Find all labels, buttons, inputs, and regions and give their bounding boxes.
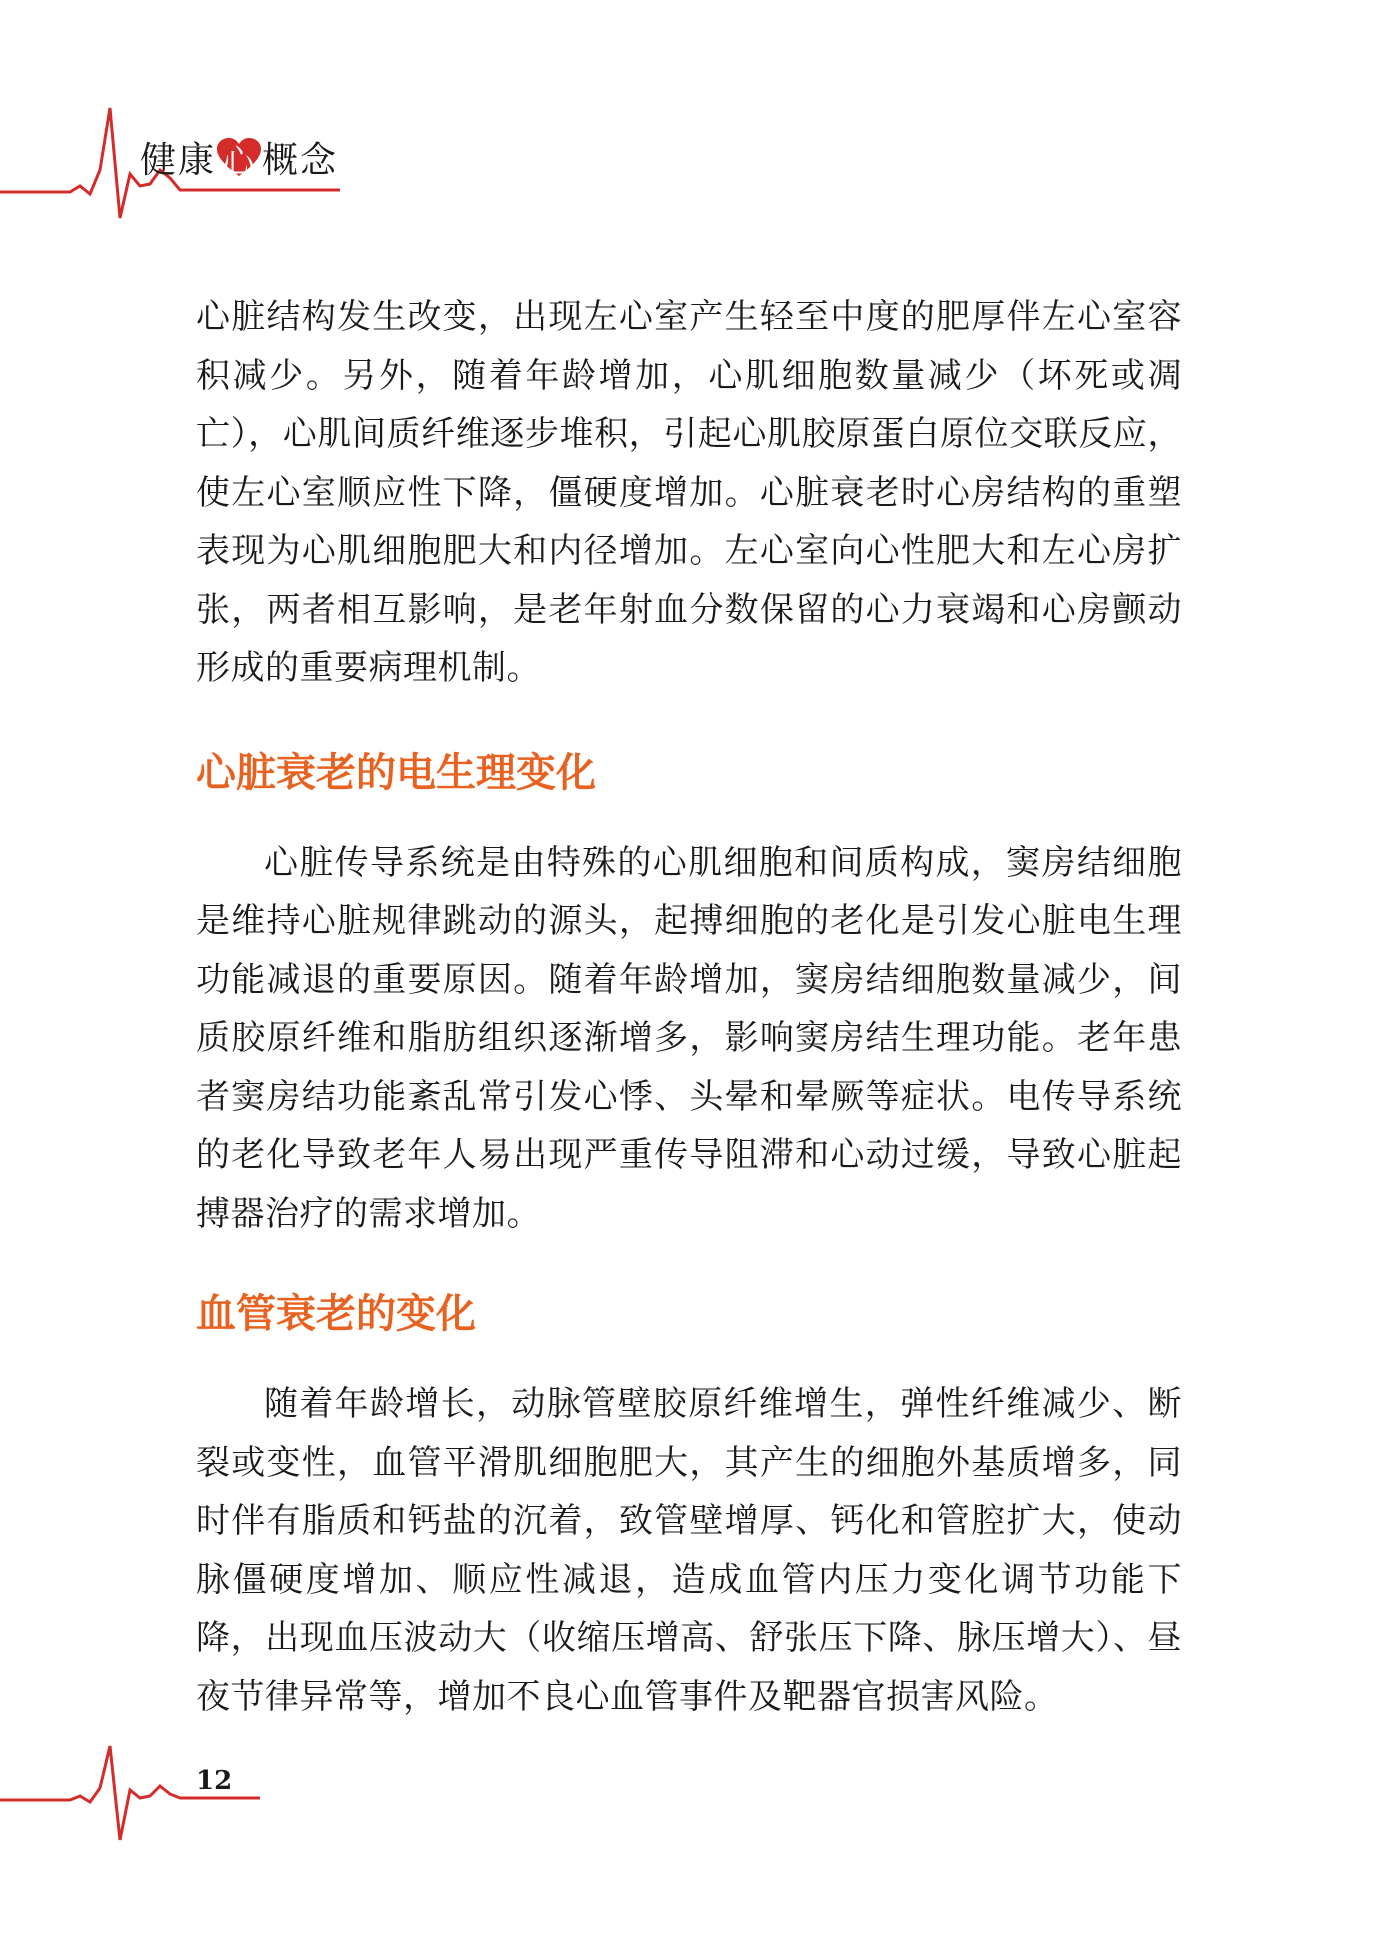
paragraph-continued: 心脏结构发生改变，出现左心室产生轻至中度的肥厚伴左心室容积减少。另外，随着年龄增加，心肌细胞数量减少（坏死或凋亡），心肌间质纤维逐步堆积，引起心肌胶原蛋白原位交联反应，使左心室顺应性下降，僵硬度增加。心脏衰老时心房结构的重塑表现为心肌细胞肥大和内径增加。左心室向心性肥大和左心房扩张，两者相互影响，是老年射血分数保留的心力衰竭和心房颤动形成的重要病理机制。	[196, 297, 1182, 688]
section-body-electrophysiology: 心脏传导系统是由特殊的心肌细胞和间质构成，窦房结细胞是维持心脏规律跳动的源头，起搏细胞的老化是引发心脏电生理功能减退的重要原因。随着年龄增加，窦房结细胞数量减少，间质胶原纤维和脂肪组织逐渐增多，影响窦房结生理功能。老年患者窦房结功能紊乱常引发心悸、头晕和晕厥等症状。电传导系统的老化导致老年人易出现严重传导阻滞和心动过缓，导致心脏起搏器治疗的需求增加。	[196, 842, 1182, 1234]
heart-icon	[217, 138, 261, 178]
header-title	[140, 132, 338, 183]
page-content	[196, 288, 1182, 1726]
section-heading-electrophysiology: 心脏衰老的电生理变化	[196, 749, 596, 796]
header-title-part1: 健康	[140, 140, 217, 181]
section-body-vascular: 随着年龄增长，动脉管壁胶原纤维增生，弹性纤维减少、断裂或变性，血管平滑肌细胞肥大，其产生的细胞外基质增多，同时伴有脂质和钙盐的沉着，致管壁增厚、钙化和管腔扩大，使动脉僵硬度增加、顺应性减退，造成血管内压力变化调节功能下降，出现血压波动大（收缩压增高、舒张压下降、脉压增大）、昼夜节律异常等，增加不良心血管事件及靶器官损害风险。	[196, 1384, 1182, 1717]
header-title-part2: 概念	[262, 140, 339, 181]
page-number: 12	[196, 1766, 233, 1796]
header-title-heart-char: 心	[222, 141, 257, 180]
section-heading-vascular: 血管衰老的变化	[196, 1291, 476, 1337]
